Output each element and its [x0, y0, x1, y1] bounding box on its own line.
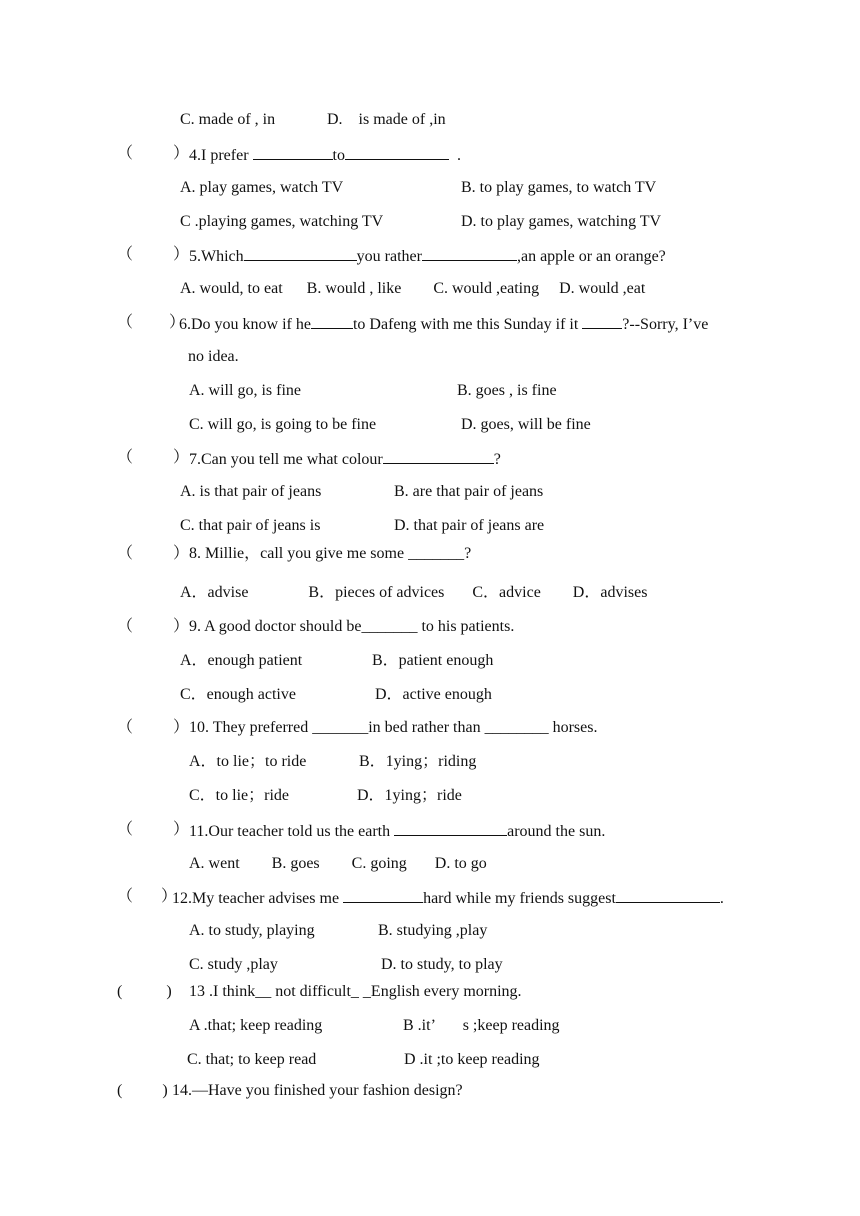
q7-stem [189, 448, 501, 470]
q6-blank-2 [582, 313, 622, 329]
q4-stem-a: 4.I prefer [189, 147, 253, 164]
q5-stem-a: 5.Which [189, 248, 244, 265]
q7-stem-b: ? [493, 451, 501, 468]
q12-stem-a: 12.My teacher advises me [172, 890, 344, 907]
q14-answer-paren: ( ) [117, 1082, 168, 1099]
q5-stem-c: ,an apple or an orange? [516, 248, 666, 265]
q12-option-c: C. study ,play [189, 956, 278, 973]
q4-blank-2 [345, 144, 449, 160]
q7-option-d: D. that pair of jeans are [394, 517, 545, 534]
q6-option-c: C. will go, is going to be fine [189, 416, 377, 433]
q13-option-d: D .it ;to keep reading [404, 1051, 540, 1068]
q3-option-c: C. made of , in [180, 111, 276, 128]
q12-stem-b: hard while my friends suggest [423, 890, 616, 907]
q6-blank-1 [311, 313, 353, 329]
q11-options: A. went B. goes C. going D. to go [189, 855, 487, 872]
q7-blank [383, 448, 494, 464]
q6-stem-c: ?--Sorry, I’ve [622, 316, 709, 333]
q4-answer-paren: （ ） [117, 145, 190, 162]
q12-answer-paren: （ ） [117, 888, 178, 905]
q13-answer-paren: ( ) [117, 983, 172, 1000]
q12-blank-1 [343, 887, 423, 903]
q4-option-b: B. to play games, to watch TV [461, 179, 657, 196]
q3-option-d: D. is made of ,in [327, 111, 446, 128]
q10-answer-paren: （ ） [117, 719, 190, 736]
q7-option-a: A. is that pair of jeans [180, 483, 322, 500]
q13-option-b: B .it’ s ;keep reading [403, 1017, 560, 1034]
q4-stem-b: to [332, 147, 345, 164]
q7-option-c: C. that pair of jeans is [180, 517, 321, 534]
q10-option-c: C．to lie；ride [189, 787, 289, 804]
q10-stem: 10. They preferred _______in bed rather than ________ horses. [189, 719, 598, 736]
q12-option-a: A. to study, playing [189, 922, 315, 939]
q9-option-d: D．active enough [375, 686, 492, 703]
q9-option-a: A．enough patient [180, 652, 303, 669]
q4-blank-1 [253, 144, 333, 160]
q6-stem-a: 6.Do you know if he [179, 316, 311, 333]
q7-answer-paren: （ ） [117, 449, 190, 466]
q4-option-a: A. play games, watch TV [180, 179, 344, 196]
q9-answer-paren: （ ） [117, 618, 190, 635]
q8-options: A．advise B．pieces of advices C．advice D．advises [180, 584, 648, 601]
q6-option-a: A. will go, is fine [189, 382, 301, 399]
q13-option-a: A .that; keep reading [189, 1017, 323, 1034]
q5-options: A. would, to eat B. would , like C. would ,eating D. would ,eat [180, 280, 646, 297]
q10-option-a: A．to lie；to ride [189, 753, 307, 770]
q12-stem-c: . [719, 890, 724, 907]
q12-blank-2 [616, 887, 720, 903]
q9-stem: 9. A good doctor should be_______ to his patients. [189, 618, 515, 635]
q6-stem [179, 313, 708, 335]
q6-option-d: D. goes, will be fine [461, 416, 591, 433]
q13-stem: 13 .I think__ not difficult_ _English every morning. [189, 983, 522, 1000]
q5-blank-1 [244, 245, 357, 261]
q6-stem-b: to Dafeng with me this Sunday if it [352, 316, 583, 333]
q14-stem: 14.—Have you finished your fashion design? [172, 1082, 463, 1099]
q4-option-c: C .playing games, watching TV [180, 213, 384, 230]
q11-answer-paren: （ ） [117, 821, 190, 838]
q5-answer-paren: （ ） [117, 246, 190, 263]
q10-option-d: D．1ying；ride [357, 787, 462, 804]
q9-option-b: B．patient enough [372, 652, 494, 669]
q6-stem-continued: no idea. [188, 348, 239, 365]
q8-stem: 8. Millie，call you give me some _______? [189, 545, 472, 562]
q4-stem-c: . [448, 147, 461, 164]
q10-option-b: B．1ying；riding [359, 753, 477, 770]
q11-stem-a: 11.Our teacher told us the earth [189, 823, 395, 840]
q5-blank-2 [422, 245, 517, 261]
q11-blank [394, 820, 507, 836]
q5-stem-b: you rather [356, 248, 422, 265]
q4-stem [189, 144, 461, 166]
q7-option-b: B. are that pair of jeans [394, 483, 544, 500]
q13-option-c: C. that; to keep read [187, 1051, 317, 1068]
q12-stem [172, 887, 724, 909]
q12-option-d: D. to study, to play [381, 956, 503, 973]
q4-option-d: D. to play games, watching TV [461, 213, 662, 230]
q8-answer-paren: （ ） [117, 545, 190, 562]
q6-answer-paren: （ ） [117, 314, 186, 331]
q11-stem [189, 820, 605, 842]
q5-stem [189, 245, 666, 267]
q6-option-b: B. goes , is fine [457, 382, 557, 399]
q12-option-b: B. studying ,play [378, 922, 488, 939]
q7-stem-a: 7.Can you tell me what colour [189, 451, 383, 468]
q11-stem-b: around the sun. [507, 823, 606, 840]
q9-option-c: C．enough active [180, 686, 296, 703]
